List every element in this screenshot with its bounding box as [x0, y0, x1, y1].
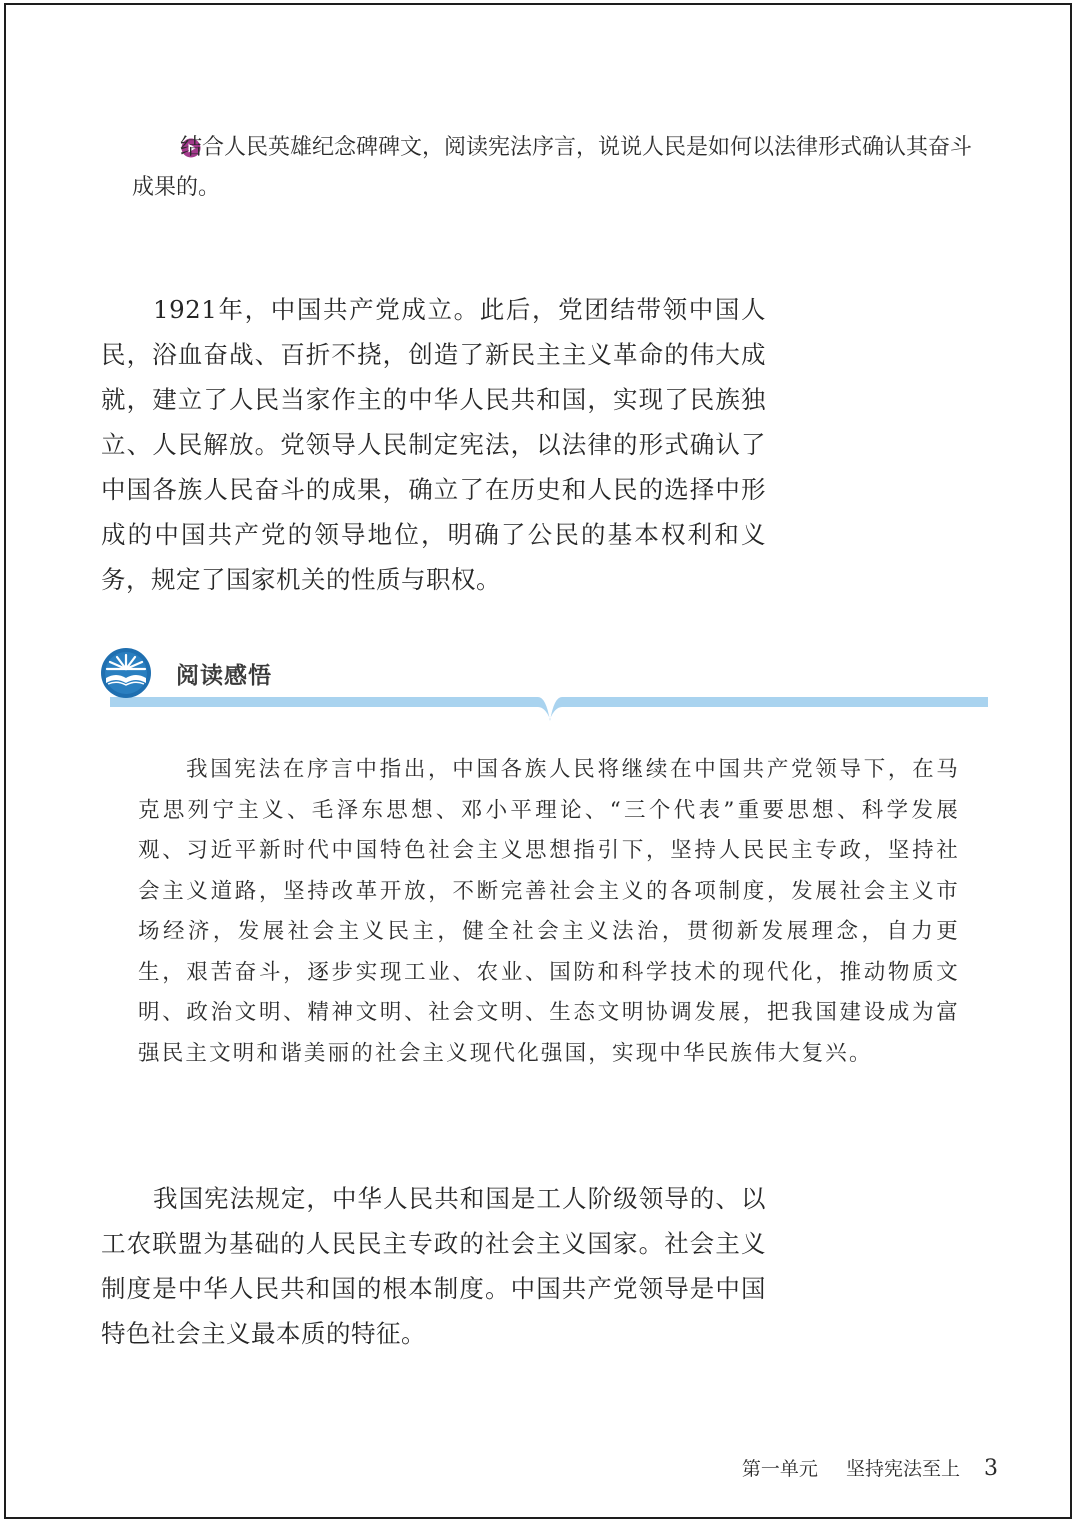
- footer-unit-title: 坚持宪法至上: [845, 1458, 960, 1480]
- activity-prompt: 结合人民英雄纪念碑碑文，阅读宪法序言，说说人民是如何以法律形式确认其奋斗成果的。: [132, 135, 973, 200]
- footer-unit: 第一单元: [741, 1458, 818, 1480]
- reading-section-text: 我国宪法在序言中指出，中国各族人民将继续在中国共产党领导下，在马克思列宁主义、毛泽东思想、邓小平理论、“三个代表”重要思想、科学发展观、习近平新时代中国特色社会主义思想指引下，坚持人民民主专政，坚持社会主义道路，坚持改革开放，不断完善社会主义的各项制度，发展社会主义市场经济，发展社会主义民主，健全社会主义法治，贯彻新发展理念，自力更生，艰苦奋斗，逐步实现工业、农业、国防和科学技术的现代化，推动物质文明、政治文明、精神文明、社会文明、生态文明协调发展，把我国建设成为富强民主文明和谐美丽的社会主义现代化强国，实现中华民族伟大复兴。: [138, 757, 960, 1066]
- reading-section-title: 阅读感悟: [176, 663, 272, 689]
- body-paragraph-history: 1921年，中国共产党成立。此后，党团结带领中国人民，浴血奋战、百折不挠，创造了新民主主义革命的伟大成就，建立了人民当家作主的中华人民共和国，实现了民族独立、人民解放。党领导人民制定宪法，以法律的形式确认了中国各族人民奋斗的成果，确立了在历史和人民的选择中形成的中国共产党的领导地位，明确了公民的基本权利和义务，规定了国家机关的性质与职权。: [101, 295, 766, 594]
- page-number: 3: [984, 1456, 998, 1481]
- body-paragraph-constitution: 我国宪法规定，中华人民共和国是工人阶级领导的、以工农联盟为基础的人民民主专政的社会主义国家。社会主义制度是中华人民共和国的根本制度。中国共产党领导是中国特色社会主义最本质的特征。: [101, 1184, 766, 1348]
- page-footer: [742, 1454, 998, 1481]
- open-book-sunrise-icon: [101, 648, 151, 698]
